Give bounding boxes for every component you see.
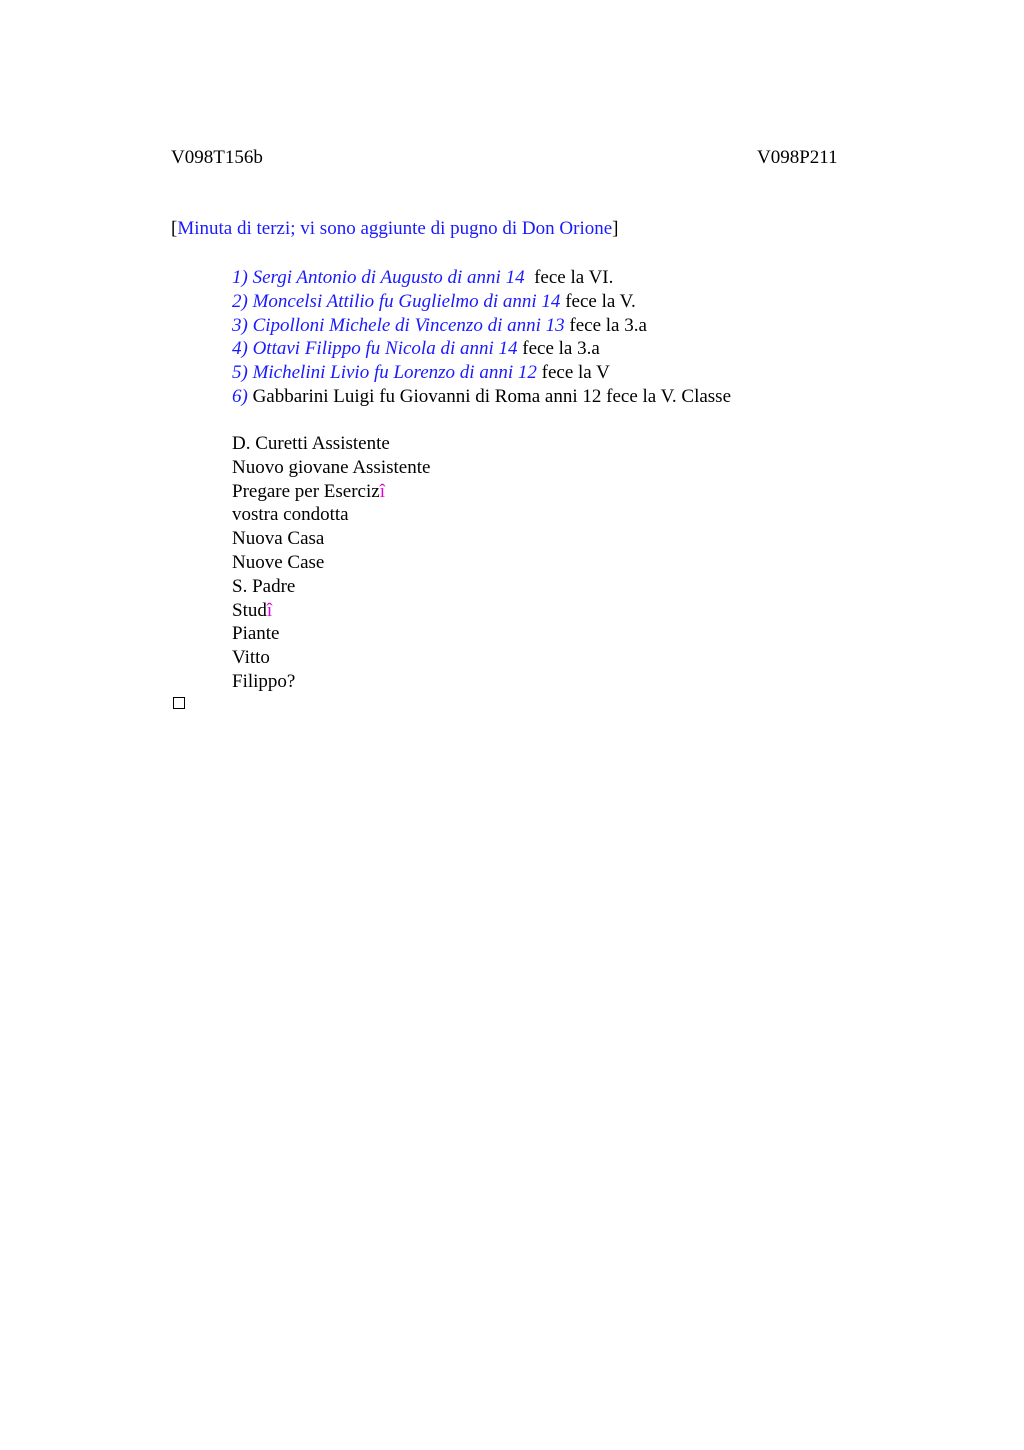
student-name: 4) Ottavi Filippo fu Nicola di anni 14: [232, 338, 518, 360]
list-item: [232, 337, 731, 361]
notes-list: [232, 432, 430, 694]
list-item: [232, 456, 430, 480]
note-line: Pregare per Eserciz: [232, 480, 380, 502]
note-line: Nuovo giovane Assistente: [232, 456, 431, 478]
list-item: [232, 551, 430, 575]
note-line: S. Padre: [232, 575, 296, 597]
note-line: Filippo?: [232, 670, 296, 692]
list-item: [232, 646, 430, 670]
note-close-bracket: ]: [612, 218, 619, 239]
end-marker-square: [173, 697, 185, 709]
list-item: [232, 290, 731, 314]
student-class: fece la 3.a: [517, 338, 600, 360]
student-class: fece la 3.a: [564, 314, 647, 336]
student-entry: Gabbarini Luigi fu Giovanni di Roma anni 12 fece la V. Classe: [247, 385, 732, 407]
note-line: Stud: [232, 599, 267, 621]
student-class: fece la V: [536, 362, 610, 384]
list-item: [232, 480, 430, 504]
student-name: 5) Michelini Livio fu Lorenzo di anni 12: [232, 362, 537, 384]
note-line: Piante: [232, 623, 280, 645]
student-class: fece la V.: [560, 290, 636, 312]
note-open-bracket: [: [171, 218, 178, 239]
note-line: Vitto: [232, 647, 270, 669]
list-item: [232, 432, 430, 456]
note-line: Nuova Casa: [232, 528, 325, 550]
note-accent: î: [379, 480, 385, 502]
editorial-note: [171, 217, 619, 241]
page-code-right: V098P211: [757, 147, 838, 168]
list-item: [232, 361, 731, 385]
list-item: [232, 503, 430, 527]
document-code-left: V098T156b: [171, 147, 263, 168]
student-name: 1) Sergi Antonio di Augusto di anni 14: [232, 267, 525, 288]
list-item: [232, 266, 731, 290]
list-item: [232, 314, 731, 338]
list-item: [232, 527, 430, 551]
note-text: Minuta di terzi; vi sono aggiunte di pugno di Don Orione: [177, 218, 613, 239]
note-accent: î: [266, 599, 273, 621]
note-line: Nuove Case: [232, 551, 325, 573]
list-item: [232, 575, 430, 599]
list-item: [232, 385, 731, 409]
student-name: 2) Moncelsi Attilio fu Guglielmo di anni 14: [232, 290, 561, 312]
student-name: 3) Cipolloni Michele di Vincenzo di anni 13: [232, 314, 565, 336]
student-class: fece la VI.: [524, 267, 614, 288]
list-item: [232, 622, 430, 646]
note-line: D. Curetti Assistente: [232, 433, 390, 454]
student-number: 6): [232, 385, 248, 407]
list-item: [232, 670, 430, 694]
list-item: [232, 599, 430, 623]
student-list: [232, 266, 731, 409]
note-line: vostra condotta: [232, 504, 349, 526]
